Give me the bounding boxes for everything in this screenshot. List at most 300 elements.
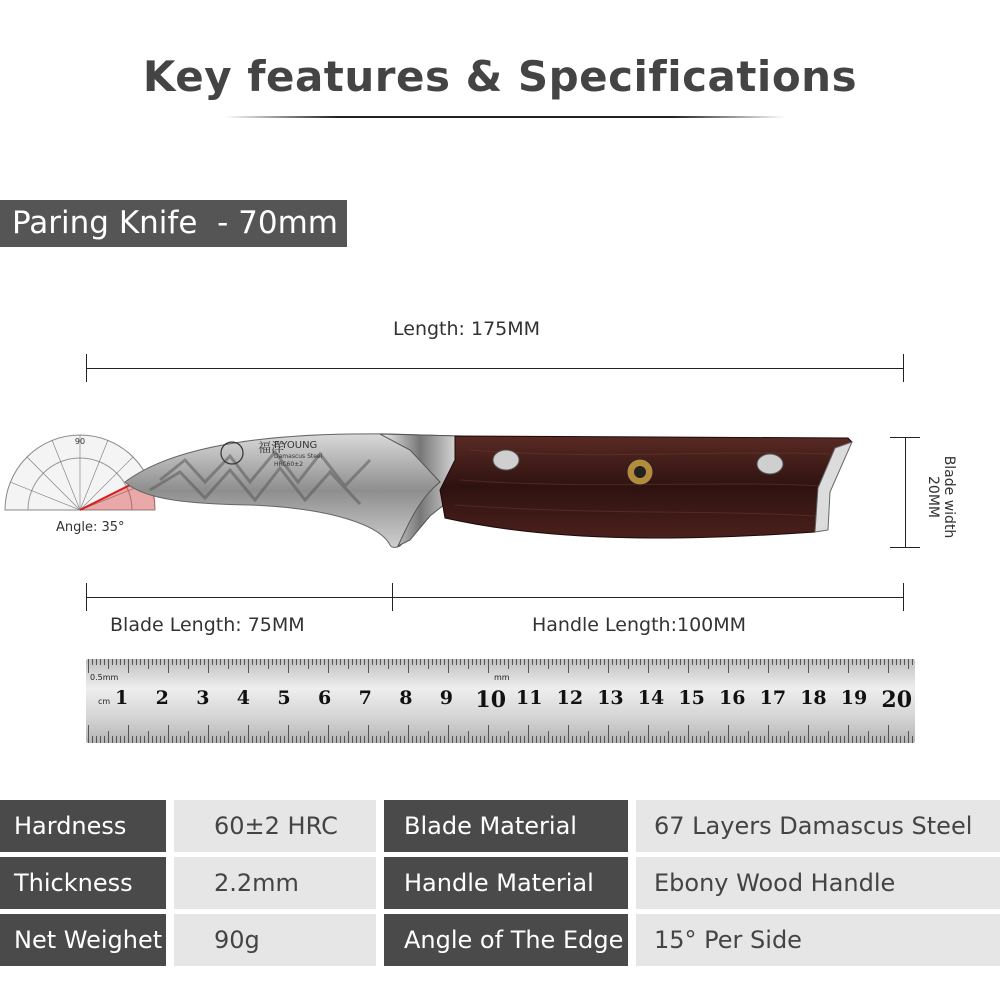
ruler-tick — [552, 659, 553, 665]
ruler-tick — [140, 659, 141, 665]
ruler-tick — [116, 659, 117, 665]
ruler-tick — [232, 736, 233, 743]
ruler-tick — [768, 659, 769, 673]
ruler-tick — [532, 736, 533, 743]
ruler-tick — [860, 659, 861, 665]
ruler-tick — [656, 736, 657, 743]
ruler-tick — [356, 659, 357, 665]
ruler-tick — [720, 659, 721, 665]
ruler-tick — [420, 659, 421, 665]
ruler-tick — [460, 659, 461, 665]
ruler-tick — [552, 736, 553, 743]
ruler-tick — [524, 736, 525, 743]
ruler-tick — [748, 731, 749, 743]
ruler-tick — [720, 736, 721, 743]
ruler-tick — [908, 731, 909, 743]
ruler-tick — [468, 731, 469, 743]
blade-width-label-line1: Blade width — [941, 455, 957, 539]
ruler-tick — [648, 659, 649, 673]
ruler-tick — [700, 736, 701, 743]
ruler-tick — [616, 659, 617, 665]
ruler-tick — [268, 731, 269, 743]
ruler-tick — [332, 736, 333, 743]
ruler-tick — [448, 725, 449, 743]
ruler-tick — [308, 731, 309, 743]
ruler-tick — [732, 659, 733, 665]
ruler-tick — [236, 659, 237, 665]
ruler-tick — [684, 659, 685, 665]
ruler-tick — [192, 659, 193, 665]
ruler-tick — [724, 736, 725, 743]
ruler-tick — [324, 736, 325, 743]
ruler-tick — [436, 736, 437, 743]
ruler-tick — [400, 659, 401, 665]
ruler-tick — [516, 736, 517, 743]
ruler-tick — [740, 659, 741, 665]
blade-length-label: Blade Length: 75MM — [110, 614, 305, 636]
ruler-tick — [540, 659, 541, 665]
ruler-tick — [244, 659, 245, 665]
ruler-tick — [372, 736, 373, 743]
ruler-tick — [872, 659, 873, 665]
ruler-tick — [508, 659, 509, 669]
ruler-tick — [640, 659, 641, 665]
ruler-tick — [244, 736, 245, 743]
ruler-tick — [868, 659, 869, 669]
ruler-tick — [540, 736, 541, 743]
ruler-tick — [524, 659, 525, 665]
ruler-tick — [88, 659, 89, 673]
ruler-tick — [420, 736, 421, 743]
ruler-tick — [548, 731, 549, 743]
ruler-tick — [692, 736, 693, 743]
ruler-tick — [580, 659, 581, 665]
ruler-tick — [152, 659, 153, 665]
ruler-tick — [844, 736, 845, 743]
ruler-number: 17 — [759, 687, 787, 709]
ruler-tick — [708, 659, 709, 669]
ruler-tick — [572, 736, 573, 743]
ruler-tick — [608, 725, 609, 743]
ruler-tick — [592, 659, 593, 665]
ruler-tick — [620, 736, 621, 743]
ruler-tick — [112, 736, 113, 743]
ruler-tick — [544, 659, 545, 665]
ruler-tick — [320, 736, 321, 743]
ruler-tick — [176, 736, 177, 743]
ruler-tick — [588, 731, 589, 743]
ruler-tick — [176, 659, 177, 665]
ruler-tick — [100, 736, 101, 743]
ruler-tick — [124, 659, 125, 665]
length-tick-left — [86, 354, 87, 382]
ruler-tick — [120, 736, 121, 743]
ruler-tick — [260, 659, 261, 665]
ruler-tick — [304, 736, 305, 743]
ruler-tick — [284, 736, 285, 743]
ruler-tick — [692, 659, 693, 665]
ruler-tick — [108, 731, 109, 743]
ruler-tick — [852, 736, 853, 743]
ruler-tick — [296, 736, 297, 743]
ruler-tick — [428, 659, 429, 669]
ruler-tick — [676, 659, 677, 665]
ruler-tick — [884, 736, 885, 743]
ruler-tick — [272, 659, 273, 665]
ruler-tick — [252, 659, 253, 665]
ruler-tick — [576, 736, 577, 743]
width-tick-top — [890, 437, 920, 438]
ruler-tick — [612, 659, 613, 665]
ruler-tick — [504, 659, 505, 665]
protractor-icon — [5, 435, 155, 510]
ruler-tick — [516, 659, 517, 665]
ruler-tick — [388, 659, 389, 669]
ruler-tick — [376, 659, 377, 665]
ruler-tick — [464, 659, 465, 665]
ruler-tick — [292, 736, 293, 743]
ruler-tick — [492, 736, 493, 743]
ruler-tick — [384, 736, 385, 743]
ruler-tick — [900, 659, 901, 665]
ruler-tick — [360, 659, 361, 665]
ruler-tick — [804, 659, 805, 665]
ruler-tick — [180, 736, 181, 743]
ruler-tick — [756, 736, 757, 743]
ruler-tick — [448, 659, 449, 673]
ruler-tick — [288, 725, 289, 743]
ruler-tick — [260, 736, 261, 743]
ruler-tick — [760, 659, 761, 665]
ruler-tick — [876, 736, 877, 743]
ruler-tick — [340, 736, 341, 743]
spec-value-edge-angle: 15° Per Side — [636, 914, 1000, 966]
ruler-tick — [488, 725, 489, 743]
ruler-tick — [856, 736, 857, 743]
ruler-tick — [768, 725, 769, 743]
ruler-tick — [736, 736, 737, 743]
ruler-tick — [280, 736, 281, 743]
ruler-tick — [124, 736, 125, 743]
ruler-tick — [572, 659, 573, 665]
ruler-tick — [668, 731, 669, 743]
ruler-tick — [528, 725, 529, 743]
ruler-tick — [272, 736, 273, 743]
ruler-tick — [152, 736, 153, 743]
ruler-number: 19 — [840, 687, 868, 709]
ruler-tick — [216, 659, 217, 665]
ruler-tick — [92, 659, 93, 665]
ruler-tick — [888, 725, 889, 743]
ruler-tick — [564, 659, 565, 665]
ruler-tick — [328, 659, 329, 673]
ruler-tick — [104, 659, 105, 665]
ruler-tick — [332, 659, 333, 665]
ruler-tick — [480, 659, 481, 665]
ruler-tick — [556, 659, 557, 665]
ruler-tick — [328, 725, 329, 743]
ruler-tick — [864, 736, 865, 743]
ruler-tick — [200, 659, 201, 665]
ruler-tick — [412, 659, 413, 665]
ruler-tick — [716, 736, 717, 743]
length-dimension-line — [86, 368, 904, 369]
ruler-tick — [432, 736, 433, 743]
ruler-tick — [668, 659, 669, 669]
ruler-tick — [656, 659, 657, 665]
ruler-tick — [204, 736, 205, 743]
blade-width-label — [923, 437, 957, 557]
ruler-tick — [664, 659, 665, 665]
ruler-tick — [832, 736, 833, 743]
length-label: Length: 175MM — [393, 318, 541, 340]
ruler-tick — [892, 659, 893, 665]
ruler-tick — [368, 725, 369, 743]
ruler-tick — [600, 736, 601, 743]
ruler-tick — [440, 659, 441, 665]
ruler-tick — [820, 736, 821, 743]
ruler-tick — [784, 736, 785, 743]
ruler-tick — [620, 659, 621, 665]
ruler-tick — [896, 736, 897, 743]
ruler-tick — [188, 659, 189, 669]
ruler-number: 3 — [196, 687, 210, 709]
ruler-tick — [316, 659, 317, 665]
ruler-tick — [632, 736, 633, 743]
ruler-tick — [588, 659, 589, 669]
ruler-tick — [532, 659, 533, 665]
ruler-tick — [520, 659, 521, 665]
ruler-tick — [744, 736, 745, 743]
angle-label: Angle: 35° — [56, 520, 125, 535]
ruler-tick — [504, 736, 505, 743]
ruler-number: 8 — [399, 687, 413, 709]
ruler-tick — [112, 659, 113, 665]
ruler-tick — [512, 736, 513, 743]
ruler-tick — [480, 736, 481, 743]
ruler-tick — [528, 659, 529, 673]
ruler-tick — [576, 659, 577, 665]
spec-label-net-weight: Net Weighet — [0, 914, 166, 966]
ruler-number: 18 — [800, 687, 827, 709]
ruler-tick — [312, 659, 313, 665]
ruler-tick — [344, 659, 345, 665]
ruler-tick — [816, 736, 817, 743]
ruler-tick — [444, 659, 445, 665]
ruler-tick — [680, 736, 681, 743]
ruler-tick — [808, 659, 809, 673]
ruler-tick — [708, 731, 709, 743]
ruler-tick — [828, 659, 829, 669]
ruler-tick — [808, 725, 809, 743]
spec-label-blade-material: Blade Material — [384, 800, 628, 852]
ruler-tick — [844, 659, 845, 665]
product-badge: Paring Knife - 70mm — [0, 200, 347, 247]
ruler-tick — [908, 659, 909, 669]
ruler-tick — [236, 736, 237, 743]
ruler-tick — [248, 725, 249, 743]
ruler-tick — [636, 659, 637, 665]
ruler-tick — [416, 659, 417, 665]
ruler-number: 5 — [277, 687, 291, 709]
spec-value-handle-material: Ebony Wood Handle — [636, 857, 1000, 909]
ruler-tick — [860, 736, 861, 743]
ruler-tick — [648, 725, 649, 743]
ruler-tick — [864, 659, 865, 665]
ruler-number: 9 — [439, 687, 454, 709]
ruler-tick — [636, 736, 637, 743]
ruler-tick — [348, 731, 349, 743]
ruler-tick — [392, 659, 393, 665]
ruler-tick — [592, 736, 593, 743]
ruler-tick — [488, 659, 489, 673]
ruler-tick — [856, 659, 857, 665]
ruler-tick — [424, 659, 425, 665]
handle-tick-right — [903, 583, 904, 611]
ruler-tick — [776, 659, 777, 665]
ruler-tick — [156, 659, 157, 665]
ruler-tick — [128, 659, 129, 673]
ruler-tick — [740, 736, 741, 743]
ruler-tick — [736, 659, 737, 665]
ruler-tick — [880, 736, 881, 743]
ruler-tick — [612, 736, 613, 743]
ruler-tick — [492, 659, 493, 665]
ruler-tick — [228, 659, 229, 669]
ruler-tick — [580, 736, 581, 743]
ruler-tick — [912, 736, 913, 743]
ruler-tick — [248, 659, 249, 673]
engraving-line2: Damascus Steel — [274, 453, 323, 460]
ruler-tick — [560, 659, 561, 665]
ruler-tick — [416, 736, 417, 743]
ruler-tick — [568, 659, 569, 673]
ruler-tick — [356, 736, 357, 743]
ruler-tick — [228, 731, 229, 743]
ruler-tick — [472, 736, 473, 743]
ruler-tick — [92, 736, 93, 743]
ruler-tick — [388, 731, 389, 743]
ruler-tick — [200, 736, 201, 743]
ruler-tick — [684, 736, 685, 743]
ruler-tick — [476, 736, 477, 743]
ruler-tick — [904, 736, 905, 743]
ruler-tick — [404, 736, 405, 743]
ruler-tick — [160, 736, 161, 743]
ruler-tick — [300, 736, 301, 743]
ruler-tick — [652, 736, 653, 743]
sub-length-dimension-line — [86, 597, 904, 598]
ruler-tick — [644, 659, 645, 665]
ruler-tick — [136, 659, 137, 665]
ruler-tick — [276, 736, 277, 743]
ruler-tick — [876, 659, 877, 665]
ruler-tick — [604, 736, 605, 743]
ruler-tick — [196, 659, 197, 665]
ruler-tick — [508, 731, 509, 743]
ruler-tick — [760, 736, 761, 743]
ruler-tick — [256, 659, 257, 665]
ruler-tick — [172, 736, 173, 743]
ruler-tick — [240, 659, 241, 665]
ruler-tick — [456, 736, 457, 743]
ruler-tick — [796, 736, 797, 743]
ruler-tick — [252, 736, 253, 743]
ruler-tick — [404, 659, 405, 665]
ruler-tick — [884, 659, 885, 665]
ruler-tick — [556, 736, 557, 743]
ruler-tick — [264, 659, 265, 665]
ruler-tick — [312, 736, 313, 743]
ruler-tick — [376, 736, 377, 743]
blade-tick-left — [86, 583, 87, 611]
ruler-tick — [892, 736, 893, 743]
ruler-tick — [660, 736, 661, 743]
ruler-tick — [776, 736, 777, 743]
ruler-tick — [896, 659, 897, 665]
ruler-tick — [828, 731, 829, 743]
ruler-tick — [460, 736, 461, 743]
ruler-tick — [132, 736, 133, 743]
ruler-number: 13 — [597, 687, 624, 709]
blade-handle-divider-tick — [392, 583, 393, 611]
ruler-tick — [240, 736, 241, 743]
ruler-tick — [800, 736, 801, 743]
ruler-tick — [280, 659, 281, 665]
ruler-tick — [816, 659, 817, 665]
length-tick-right — [903, 354, 904, 382]
ruler-number: 11 — [516, 687, 543, 709]
ruler-tick — [108, 659, 109, 669]
ruler-tick — [308, 659, 309, 669]
ruler-tick — [824, 659, 825, 665]
ruler-tick — [464, 736, 465, 743]
ruler-tick — [604, 659, 605, 665]
ruler-number: 4 — [236, 687, 251, 709]
ruler-tick — [268, 659, 269, 669]
ruler-tick — [344, 736, 345, 743]
ruler-tick — [824, 736, 825, 743]
ruler-tick — [704, 659, 705, 665]
ruler-tick — [812, 659, 813, 665]
ruler-tick — [752, 736, 753, 743]
ruler-unit-cm: cm — [98, 697, 111, 706]
ruler-tick — [220, 659, 221, 665]
ruler-tick — [104, 736, 105, 743]
ruler-tick — [172, 659, 173, 665]
ruler-tick — [560, 736, 561, 743]
ruler-tick — [208, 659, 209, 673]
ruler-tick — [372, 659, 373, 665]
ruler-tick — [156, 736, 157, 743]
ruler-tick — [764, 659, 765, 665]
engraving-line3: HRC60±2 — [274, 461, 304, 468]
ruler-number: 15 — [678, 687, 705, 709]
ruler-tick — [800, 659, 801, 665]
ruler-number: 12 — [556, 687, 584, 709]
ruler-tick — [100, 659, 101, 665]
ruler-tick — [348, 659, 349, 669]
ruler-tick — [264, 736, 265, 743]
ruler-tick — [832, 659, 833, 665]
ruler-tick — [456, 659, 457, 665]
ruler-tick — [140, 736, 141, 743]
ruler-tick — [772, 736, 773, 743]
ruler-tick — [664, 736, 665, 743]
ruler-number: 16 — [719, 687, 746, 709]
engraving-kanji: 福洋 — [258, 441, 285, 456]
ruler-tick — [148, 659, 149, 669]
